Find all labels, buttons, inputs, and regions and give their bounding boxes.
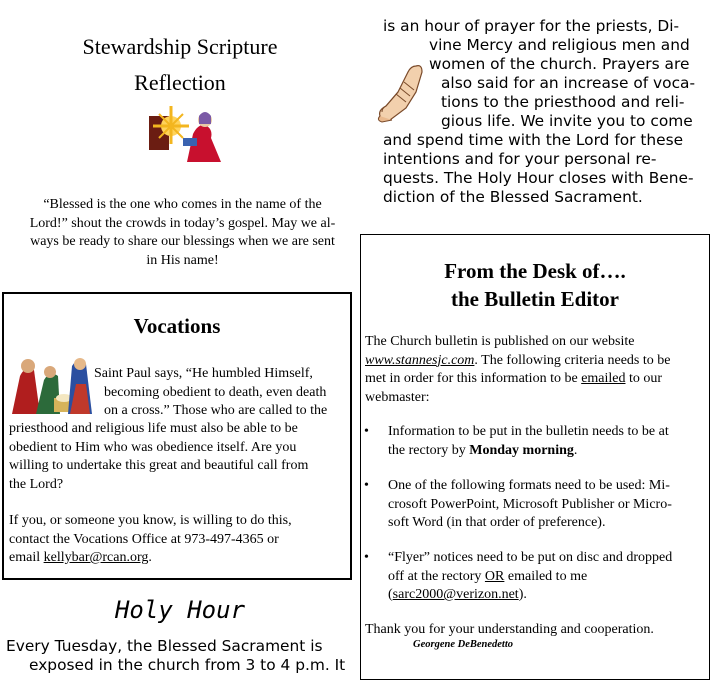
criteria-text-line: “Flyer” notices need to be put on disc and dropped [388,550,673,565]
criteria-text: ). [518,587,527,602]
desk-intro-line [365,352,707,371]
vocations-text-line: willing to undertake this great and beautiful call from [9,458,309,473]
desk-intro-text: . The following criteria needs to be [474,352,671,368]
criteria-text-line: Information to be put in the bulletin needs to be at [388,424,669,439]
holy-hour-line: diction of the Blessed Sacrament. [383,188,643,206]
holy-hour-title: Holy Hour [114,596,246,624]
vocations-wrap-line: Saint Paul says, “He humbled Himself, [94,366,313,381]
criteria-text: emailed to me [504,568,588,584]
criteria-text-line [388,586,707,605]
criteria-list [361,423,707,460]
or-text: OR [484,568,505,584]
vocations-box [2,292,352,580]
criteria-item [361,477,707,533]
stewardship-title-line1: Stewardship Scripture [82,34,278,59]
desk-intro-line: webmaster: [365,389,430,405]
holy-hour-line: women of the church. Prayers are [429,55,690,73]
criteria-text: off at the rectory [388,568,485,584]
stewardship-text-line: in His name! [146,252,219,268]
criteria-text-line: crosoft PowerPoint, Microsoft Publisher or Micro- [388,496,672,512]
holy-hour-line: exposed in the church from 3 to 4 p.m. It [29,656,346,674]
criteria-item [361,423,707,460]
stewardship-text-line: Lord!” shout the crowds in today’s gospel. May we al- [29,215,336,231]
criteria-list [361,477,707,533]
holy-hour-line: intentions and for your personal re- [383,150,657,168]
vocations-contact-line: If you, or someone you know, is willing to do this, [9,513,292,528]
criteria-text-line [388,442,707,461]
holy-hour-line: vine Mercy and religious men and [429,36,690,54]
holy-hour-line: quests. The Holy Hour closes with Bene- [383,169,694,187]
holy-hour-line: gious life. We invite you to come [441,112,693,130]
desk-title-line2: the Bulletin Editor [450,287,619,311]
vocations-contact-line: contact the Vocations Office at 973-497-4365 or [9,531,279,547]
vocations-text-line: obedient to Him who was obedience itself. Are you [9,439,297,455]
criteria-list [361,549,707,605]
bullet-icon: • [364,550,369,565]
holy-hour-line: Every Tuesday, the Blessed Sacrament is [6,637,323,655]
holy-hour-line: and spend time with the Lord for these [383,131,684,149]
stewardship-text-line: “Blessed is the one who comes in the name of the [43,197,322,212]
thanks-text: Thank you for your understanding and cooperation. [365,622,654,637]
desk-intro-text: to our [625,371,663,386]
desk-intro-line: The Church bulletin is published on our website [365,334,635,349]
criteria-item [361,549,707,605]
vocations-text-line: priesthood and religious life must also be able to be [9,421,298,436]
vocations-email-line [9,549,349,568]
criteria-text: . [573,442,578,458]
monday-morning-text: Monday morning [469,442,574,458]
desk-title-line1: From the Desk of…. [444,259,626,283]
emailed-link[interactable]: emailed [581,371,626,386]
desk-intro-line [365,370,707,389]
holy-hour-line: also said for an increase of voca- [441,74,696,92]
holy-hour-line: is an hour of prayer for the priests, Di- [383,17,680,35]
nativity-clipart [10,354,94,416]
criteria-text-line: soft Word (in that order of preference). [388,515,606,530]
desk-intro-text: met in order for this information to be [365,371,582,386]
criteria-text: the rectory by [388,442,470,458]
criteria-text: ( [388,587,393,602]
stewardship-title-line2: Reflection [134,70,226,95]
praying-hands-icon [376,62,428,124]
editor-signature: Georgene DeBenedetto [413,639,514,650]
stewardship-text-line: ways be ready to share our blessings when we are sent [30,234,335,249]
vocations-title: Vocations [133,314,221,338]
holy-hour-line: tions to the priesthood and reli- [441,93,685,111]
website-link[interactable]: www.stannesjc.com [365,352,475,368]
email-suffix: . [148,550,152,565]
vocations-email-link[interactable]: kellybar@rcan.org [43,550,149,565]
bulletin-editor-box [360,234,710,680]
vocations-text-line: the Lord? [9,476,64,492]
bullet-icon: • [364,478,369,493]
criteria-text-line [388,568,707,587]
email-prefix: email [9,550,44,565]
vocations-wrap-line: on a cross.” Those who are called to the [104,403,328,418]
bullet-icon: • [364,424,369,439]
editor-email-link[interactable]: sarc2000@verizon.net [392,587,519,602]
vocations-wrap-line: becoming obedient to death, even death [104,384,327,400]
criteria-text-line: One of the following formats need to be used: Mi- [388,478,670,493]
scripture-reading-clipart [147,104,225,164]
